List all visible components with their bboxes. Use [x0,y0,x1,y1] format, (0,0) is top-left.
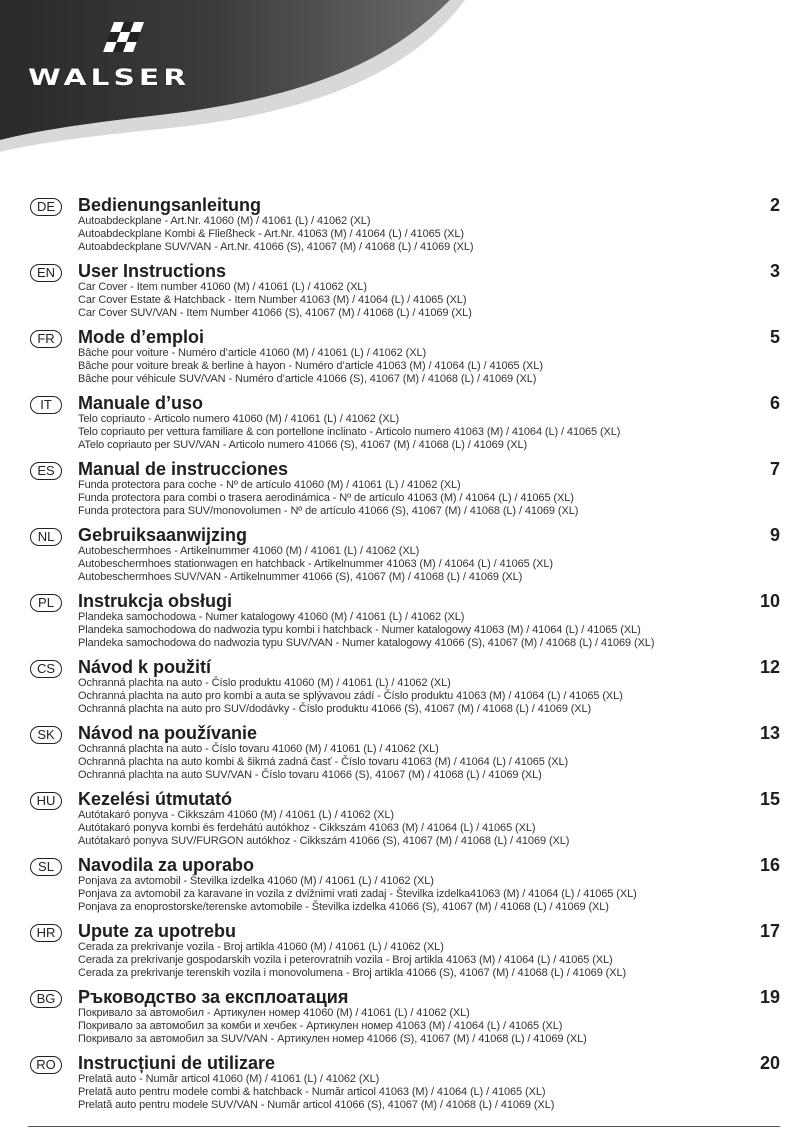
product-line: Покривало за автомобил - Артикулен номер 41060 (M) / 41061 (L) / 41062 (XL) [78,1007,470,1019]
page-number: 10 [759,591,780,611]
product-line: Bâche pour voiture break & berline à hayon - Numéro d’article 41063 (M) / 41064 (L) / 41065 (XL) [78,360,543,373]
header-banner [0,0,808,170]
toc-entry[interactable] [0,194,808,260]
product-line: Autoabdeckplane SUV/VAN - Art.Nr. 41066 (S), 41067 (M) / 41068 (L) / 41069 (XL) [78,241,474,254]
product-line: Car Cover SUV/VAN - Item Number 41066 (S), 41067 (M) / 41068 (L) / 41069 (XL) [78,307,472,320]
product-line: Autótakaró ponyva SUV/FURGON autókhoz - Cikkszám 41066 (S), 41067 (M) / 41068 (L) / 41069 (XL) [78,835,570,848]
product-line: Ochranná plachta na auto - Číslo tovaru 41060 (M) / 41061 (L) / 41062 (XL) [78,743,439,755]
product-line: Prelată auto pentru modele combi & hatchback - Număr articol 41063 (M) / 41064 (L) / 41065 (XL) [78,1086,546,1099]
section-title: Gebruiksaanwijzing [78,525,248,545]
page-number: 12 [759,657,780,677]
language-code-badge: CS [30,660,62,678]
page-number: 7 [769,459,780,479]
toc-entry[interactable] [0,788,808,854]
product-line: Ochranná plachta na auto - Číslo produktu 41060 (M) / 41061 (L) / 41062 (XL) [78,677,451,689]
section-title: Instrukcja obsługi [78,591,233,611]
product-line: Autoabdeckplane - Art.Nr. 41060 (M) / 41061 (L) / 41062 (XL) [78,215,371,227]
language-code-badge: NL [30,528,62,546]
product-line: Bâche pour véhicule SUV/VAN - Numéro d’article 41066 (S), 41067 (M) / 41068 (L) / 41069 (XL) [78,373,537,386]
section-title: Navodila za uporabo [78,855,255,875]
product-line: Car Cover - Item number 41060 (M) / 41061 (L) / 41062 (XL) [78,281,367,293]
toc-entry[interactable] [0,260,808,326]
product-line: ATelo copriauto per SUV/VAN - Articolo numero 41066 (S), 41067 (M) / 41068 (L) / 41069 (XL) [78,439,528,452]
language-code-badge: DE [30,198,62,216]
product-line: Ponjava za avtomobil za karavane in vozila z dvižnimi vrati zadaj - Številka izdelka41063 (M) / 41064 (L) / 41065 (XL) [78,888,637,901]
page-number: 5 [769,327,780,347]
section-title: Mode d’emploi [78,327,204,347]
toc-entry[interactable] [0,656,808,722]
product-line: Funda protectora para combi o trasera aerodinámica - Nº de artículo 41063 (M) / 41064 (L) / 41065 (XL) [78,492,574,505]
section-title: Upute za upotrebu [78,921,236,941]
toc-entry[interactable] [0,722,808,788]
toc-entry[interactable] [0,986,808,1052]
toc-entry[interactable] [0,392,808,458]
product-line: Ochranná plachta na auto pro kombi a auta se splývavou zádí - Číslo produktu 41063 (M) / 41064 (L) / 41065 (XL) [78,690,623,703]
toc-entry[interactable] [0,458,808,524]
product-line: Car Cover Estate & Hatchback - Item Number 41063 (M) / 41064 (L) / 41065 (XL) [78,294,467,307]
product-line: Ochranná plachta na auto pro SUV/dodávky - Číslo produktu 41066 (S), 41067 (M) / 41068 (L) / 41069 (XL) [78,703,592,716]
language-code-badge: BG [30,990,62,1008]
language-code-badge: SK [30,726,62,744]
product-line: Ochranná plachta na auto SUV/VAN - Číslo tovaru 41066 (S), 41067 (M) / 41068 (L) / 41069 (XL) [78,769,542,782]
page-number: 13 [759,723,780,743]
product-line: Prelată auto pentru modele SUV/VAN - Număr articol 41066 (S), 41067 (M) / 41068 (L) / 41069 (XL) [78,1099,555,1112]
language-code-badge: EN [30,264,62,282]
language-code-badge: ES [30,462,62,480]
brand-logo: WALSER [28,66,191,91]
section-title: Kezelési útmutató [78,789,233,809]
page-number: 2 [769,195,780,215]
language-code-badge: FR [30,330,62,348]
page-number: 16 [759,855,780,875]
toc-entry[interactable] [0,854,808,920]
product-line: Bâche pour voiture - Numéro d’article 41060 (M) / 41061 (L) / 41062 (XL) [78,347,427,359]
section-title: Instrucțiuni de utilizare [78,1053,276,1073]
language-code-badge: PL [30,594,62,612]
toc-entry[interactable] [0,590,808,656]
page-number: 15 [759,789,780,809]
product-line: Покривало за автомобил за SUV/VAN - Артикулен номер 41066 (S), 41067 (M) / 41068 (L) / 41069 (XL) [78,1033,587,1046]
product-line: Funda protectora para coche - Nº de artículo 41060 (M) / 41061 (L) / 41062 (XL) [78,479,461,491]
footer-divider [28,1126,780,1127]
page-number: 17 [759,921,780,941]
product-line: Ochranná plachta na auto kombi & šikmá zadná časť - Číslo tovaru 41063 (M) / 41064 (L) / 41065 (XL) [78,756,569,769]
product-line: Autoabdeckplane Kombi & Fließheck - Art.Nr. 41063 (M) / 41064 (L) / 41065 (XL) [78,228,464,241]
product-line: Cerada za prekrivanje terenskih vozila i monovolumena - Broj artikla 41066 (S), 41067 (M) / 41068 (L) / 41069 (XL) [78,967,627,980]
product-line: Cerada za prekrivanje vozila - Broj artikla 41060 (M) / 41061 (L) / 41062 (XL) [78,941,444,953]
product-line: Plandeka samochodowa do nadwozia typu SUV/VAN - Numer katalogowy 41066 (S), 41067 (M) / 41068 (L) / 41069 (XL) [78,637,655,650]
product-line: Autótakaró ponyva kombi és ferdehátú autókhoz - Cikkszám 41063 (M) / 41064 (L) / 41065 (XL) [78,822,536,835]
product-line: Ponjava za avtomobil - Številka izdelka 41060 (M) / 41061 (L) / 41062 (XL) [78,875,434,887]
toc-entry[interactable] [0,326,808,392]
product-line: Telo copriauto per vettura familiare & con portellone inclinato - Articolo numero 41063 (M) / 41064 (L) / 41065 (XL) [78,426,621,439]
language-code-badge: SL [30,858,62,876]
section-title: Návod k použití [78,657,212,677]
product-line: Ponjava za enoprostorske/terenske avtomobile - Številka izdelka 41066 (S), 41067 (M) / 41068 (L) / 41069 (XL) [78,901,609,914]
product-line: Autobeschermhoes SUV/VAN - Artikelnummer 41066 (S), 41067 (M) / 41068 (L) / 41069 (XL) [78,571,523,584]
page-number: 19 [759,987,780,1007]
product-line: Funda protectora para SUV/monovolumen - Nº de artículo 41066 (S), 41067 (M) / 41068 (L) / 41069 (XL) [78,505,579,518]
checkered-flag-icon [100,22,150,64]
language-code-badge: IT [30,396,62,414]
product-line: Autobeschermhoes - Artikelnummer 41060 (M) / 41061 (L) / 41062 (XL) [78,545,420,557]
section-title: User Instructions [78,261,227,281]
toc-entry[interactable] [0,920,808,986]
section-title: Manuale d’uso [78,393,204,413]
product-line: Покривало за автомобил за комби и хечбек - Артикулен номер 41063 (M) / 41064 (L) / 41065 (XL) [78,1020,563,1033]
toc-entry[interactable] [0,1052,808,1118]
section-title: Ръководство за експлоатация [78,987,349,1007]
section-title: Bedienungsanleitung [78,195,262,215]
page-number: 9 [769,525,780,545]
section-title: Návod na používanie [78,723,258,743]
table-of-contents [0,194,808,1118]
language-code-badge: HU [30,792,62,810]
language-code-badge: RO [30,1056,62,1074]
page-number: 6 [769,393,780,413]
product-line: Plandeka samochodowa do nadwozia typu kombi i hatchback - Numer katalogowy 41063 (M) / 41064 (L) / 41065 (XL) [78,624,641,637]
toc-entry[interactable] [0,524,808,590]
page-number: 3 [769,261,780,281]
product-line: Telo copriauto - Articolo numero 41060 (M) / 41061 (L) / 41062 (XL) [78,413,400,425]
product-line: Cerada za prekrivanje gospodarskih vozila i peterovratnih vozila - Broj artikla 41063 (M) / 41064 (L) / 41065 (XL) [78,954,613,967]
product-line: Prelată auto - Număr articol 41060 (M) / 41061 (L) / 41062 (XL) [78,1073,380,1085]
language-code-badge: HR [30,924,62,942]
page-number: 20 [759,1053,780,1073]
product-line: Autótakaró ponyva - Cikkszám 41060 (M) / 41061 (L) / 41062 (XL) [78,809,394,821]
product-line: Autobeschermhoes stationwagen en hatchback - Artikelnummer 41063 (M) / 41064 (L) / 41065 (XL) [78,558,553,571]
product-line: Plandeka samochodowa - Numer katalogowy 41060 (M) / 41061 (L) / 41062 (XL) [78,611,465,623]
section-title: Manual de instrucciones [78,459,289,479]
